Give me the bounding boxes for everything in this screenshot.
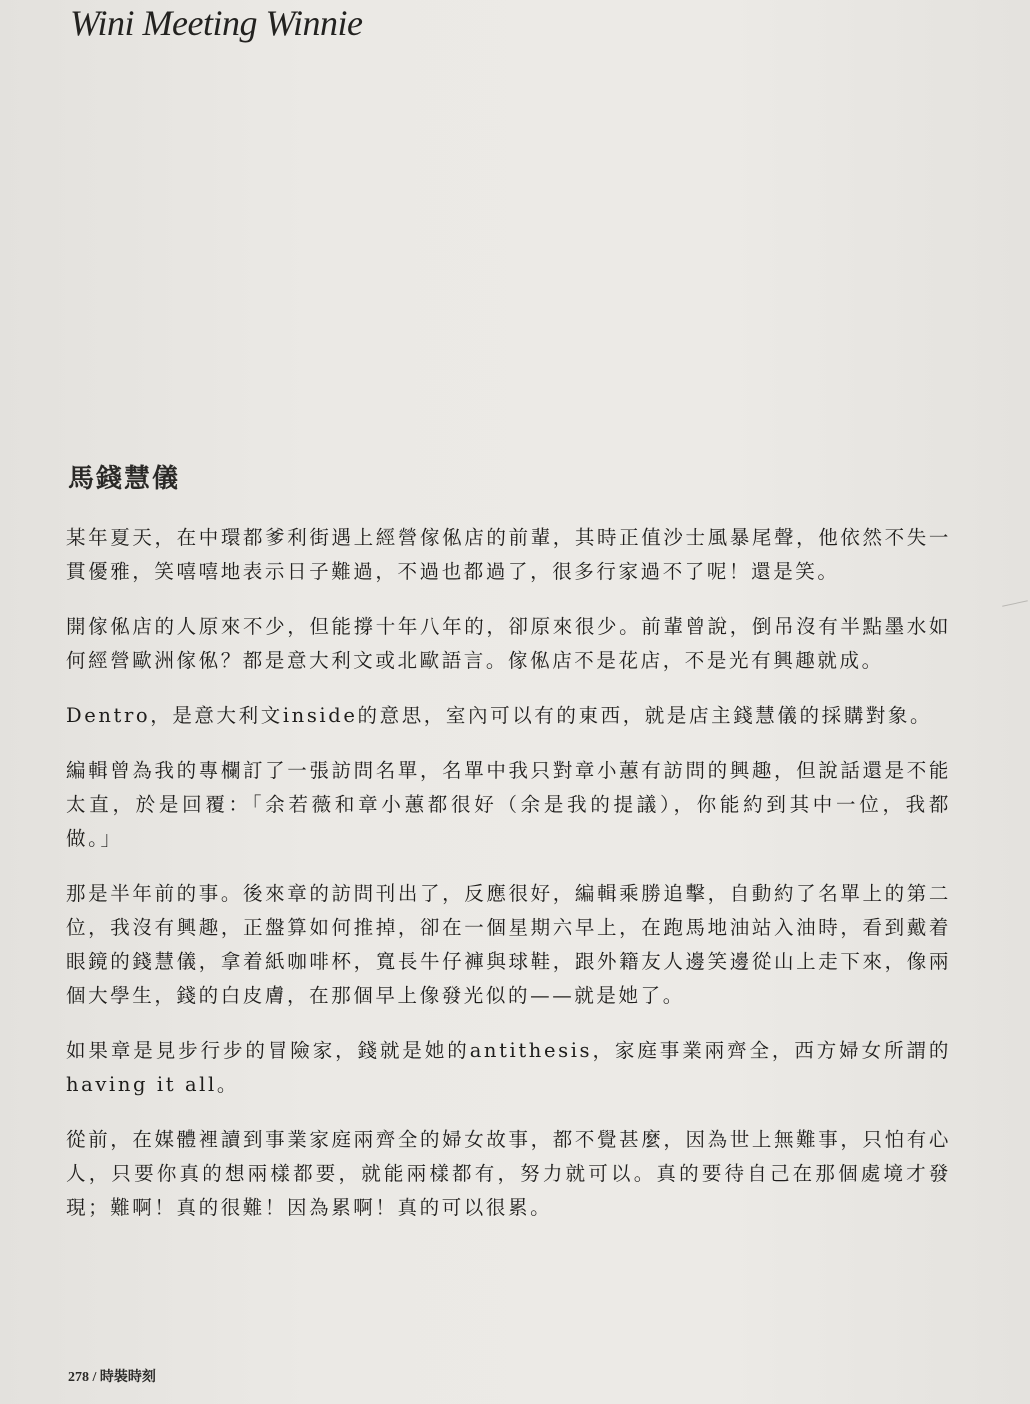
page-edge-crease xyxy=(1002,600,1028,606)
article xyxy=(66,458,951,1246)
page-footer: 278 / 時裝時刻 xyxy=(68,1370,156,1385)
paragraph-3: Dentro，是意大利文inside的意思，室內可以有的東西，就是店主錢慧儀的採購對象。 xyxy=(66,704,933,727)
paragraph-7: 從前，在媒體裡讀到事業家庭兩齊全的婦女故事，都不覺甚麼，因為世上無難事，只怕有心人，只要你真的想兩樣都要，就能兩樣都有，努力就可以。真的要待自己在那個處境才發現；難啊！真的很難！因為累啊！真的可以很累。 xyxy=(66,1128,951,1219)
paragraph-6: 如果章是見步行步的冒險家，錢就是她的antithesis，家庭事業兩齊全，西方婦女所謂的having it all。 xyxy=(66,1039,951,1096)
running-header: Wini Meeting Winnie xyxy=(70,3,363,43)
paragraph-1: 某年夏天，在中環都爹利街遇上經營傢俬店的前輩，其時正值沙士風暴尾聲，他依然不失一貫優雅，笑嘻嘻地表示日子難過，不過也都過了，很多行家過不了呢！還是笑。 xyxy=(66,526,951,583)
paragraph-5: 那是半年前的事。後來章的訪問刊出了，反應很好，編輯乘勝追擊，自動約了名單上的第二位，我沒有興趣，正盤算如何推掉，卻在一個星期六早上，在跑馬地油站入油時，看到戴着眼鏡的錢慧儀，拿着紙咖啡杯，寬長牛仔褲與球鞋，跟外籍友人邊笑邊從山上走下來，像兩個大學生，錢的白皮膚，在那個早上像發光似的——就是她了。 xyxy=(66,882,951,1007)
paragraph-4: 編輯曾為我的專欄訂了一張訪問名單，名單中我只對章小蕙有訪問的興趣，但說話還是不能太直，於是回覆：「余若薇和章小蕙都很好（余是我的提議），你能約到其中一位，我都做。」 xyxy=(66,759,951,850)
article-title: 馬錢慧儀 xyxy=(68,464,181,494)
paragraph-2: 開傢俬店的人原來不少，但能撐十年八年的，卻原來很少。前輩曾說，倒吊沒有半點墨水如何經營歐洲傢俬？都是意大利文或北歐語言。傢俬店不是花店，不是光有興趣就成。 xyxy=(66,615,951,672)
